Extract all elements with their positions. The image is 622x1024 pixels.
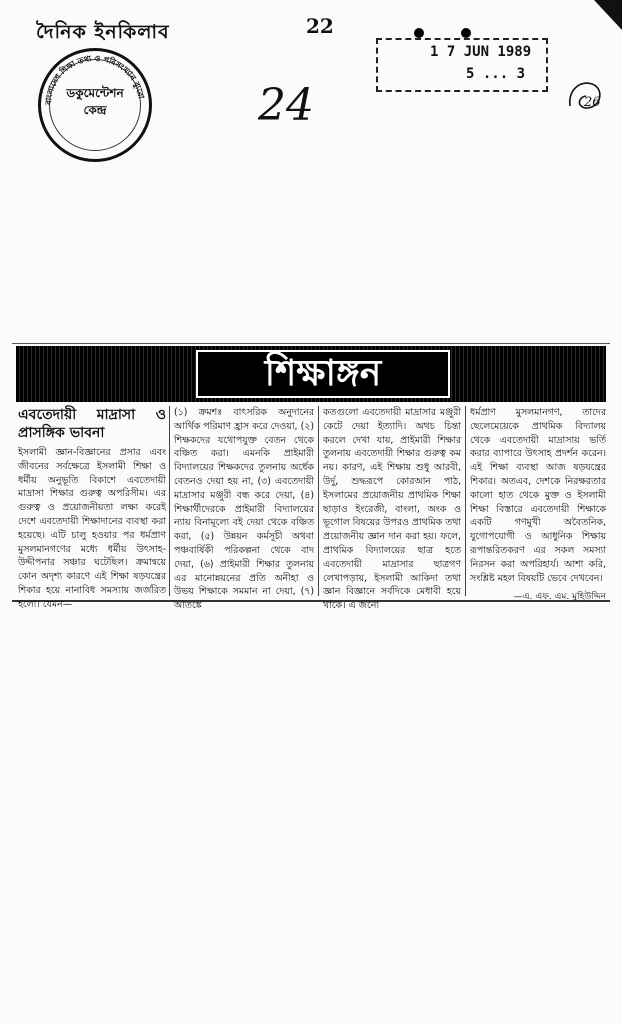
- column-divider: [465, 406, 466, 596]
- column-text: ইসলামী জ্ঞান-বিজ্ঞানের প্রসার এবং জীবনের সর্বক্ষেত্রে ইসলামী শিক্ষা ও ধর্মীয় অনুভূতি বিকাশে এবতেদায়ী মাদ্রাসা শিক্ষার গুরুত্ব অপরিসীম। এর গুরুত্ব ও প্রয়োজনীয়তা লক্ষ্য করেই দেশে এবতেদায়ী শিক্ষাদানের ব্যবস্থা করা হয়েছে। এটি চালু হওয়ার পর ধর্মপ্রাণ মুসলমানগণের মধ্যে ধর্মীয় উৎসাহ-উদ্দীপনার সঞ্চার ঘটেছিল। ক্রমান্বয়ে কোন অদৃশ্য কারণে এই শিক্ষা ষড়যন্ত্রের শিকার হয়ে নানাবিধ সমস্যায় জর্জরিত হলো। যেমন—: [18, 447, 166, 610]
- seal-line-1: ডকুমেন্টেশন: [66, 86, 124, 100]
- punch-hole: [461, 28, 471, 38]
- column-text: ধর্মপ্রাণ মুসলমানগণ, তাদের ছেলেমেয়েকে প্রাথমিক বিদ্যালয় থেকে এবতেদায়ী মাদ্রাসায় ভর্তি করার ব্যাপারে উৎসাহ প্রদর্শন করেন। এই শিক্ষা ব্যবস্থা আজ ষড়যন্ত্রের শিকার। অতএব, দেশকে নিরক্ষরতার কালো হাত থেকে মুক্ত ও ইসলামী শিক্ষা বিস্তারে এবতেদায়ী শিক্ষাকে একটি গণমুখী অবৈতনিক, যুগোপযোগী ও আধুনিক শিক্ষায় রূপান্তরিতকরণ এর সকল সমস্যা নিরসন করা অপরিহার্য। আশা করি, সংশ্লিষ্ট মহল বিষয়টি ভেবে দেখবেন।: [470, 407, 606, 584]
- documentation-seal: [38, 48, 152, 162]
- article-byline: —এ. এফ. এম. মুহিউদ্দিন: [513, 592, 606, 603]
- article-column-1: [18, 406, 166, 612]
- seal-line-2: কেন্দ্র: [83, 103, 107, 117]
- seal-ring-label: বাংলাদেশ শিক্ষা তথ্য ও পরিসংখ্যান ব্যুরো: [43, 53, 146, 106]
- column-text: (১) ক্রমশঃ বাৎসরিক অনুদানের আর্থিক পরিমাণ হ্রাস করে দেওয়া, (২) শিক্ষকদের যথোপযুক্ত বেতন থেকে বঞ্চিত করা। এমনকি প্রাইমারী বিদ্যালয়ের শিক্ষকদের তুলনায় অর্ধেক বেতনও দেয়া হয় না, (৩) এবতেদায়ী মাদ্রাসার মঞ্জুরী বন্ধ করে দেয়া, (৪) শিক্ষার্থীদেরকে প্রাইমারী বিদ্যালয়ের ন্যায় বিনামূল্যে বই দেয়া থেকে বঞ্চিত করা, (৫) উন্নয়ন কর্মসূচী অথবা পঞ্চবার্ষিকী পরিকল্পনা থেকে বাদ দেয়া, (৬) প্রাইমারী শিক্ষার তুলনায় এর মানোন্নয়নের প্রতি অনীহা ও উভয় শিক্ষাকে সমমান না দেয়া, (৭) আতঙ্কে: [174, 407, 314, 612]
- section-banner: [16, 346, 606, 402]
- column-text: কতগুলো এবতেদায়ী মাদ্রাসার মঞ্জুরী কেটে দেয়া ইত্যাদি। অথচ চিন্তা করলে দেখা যায়, প্রাইমারী শিক্ষার তুলনায় এবতেদায়ী শিক্ষার গুরুত্ব কম নয়। কারণ, এই শিক্ষায় শুধু আরবী, উর্দু, শুদ্ধরূপে কোরআন পাঠ, ইসলামের প্রয়োজনীয় প্রাথমিক শিক্ষা ছাড়াও ইংরেজী, বাংলা, অংক ও ভূগোল বিষয়ের উপরও প্রাথমিক তথা প্রয়োজনীয় জ্ঞান দান করা হয়। ফলে, প্রাথমিক বিদ্যালয়ের ছাত্র হতে এবতেদায়ী মাদ্রাসার ছাত্রগণ লেখাপড়ায়, ইসলামী আকিদা তথা জ্ঞান বিজ্ঞানে সর্বদিকে মেধাবী হয়ে থাকে। এ জন্যে: [323, 407, 461, 612]
- handwritten-number: 24: [258, 80, 314, 131]
- newspaper-clipping: [12, 343, 610, 612]
- date-stamp: [376, 38, 548, 92]
- article-column-4: [470, 406, 606, 605]
- article-column-2: [174, 406, 314, 613]
- seal-center: [41, 85, 149, 119]
- punch-hole: [414, 28, 424, 38]
- article-body: [18, 406, 606, 612]
- article-headline: এবতেদায়ী মাদ্রাসা ও প্রাসঙ্গিক ভাবনা: [18, 407, 166, 441]
- newspaper-name: দৈনিক ইনকিলাব: [36, 21, 170, 43]
- handwritten-corner-label: 26: [584, 95, 601, 110]
- column-divider: [169, 406, 170, 596]
- page-mark: 22: [306, 14, 334, 38]
- stamp-date: 1 7 JUN 1989: [430, 44, 532, 60]
- section-title: শিক্ষাঙ্গন: [196, 350, 450, 398]
- corner-mark: [594, 0, 622, 30]
- stamp-number: 5 ... 3: [466, 66, 526, 82]
- article-column-3: [323, 406, 461, 613]
- handwritten-corner-mark: [566, 76, 608, 116]
- column-divider: [318, 406, 319, 596]
